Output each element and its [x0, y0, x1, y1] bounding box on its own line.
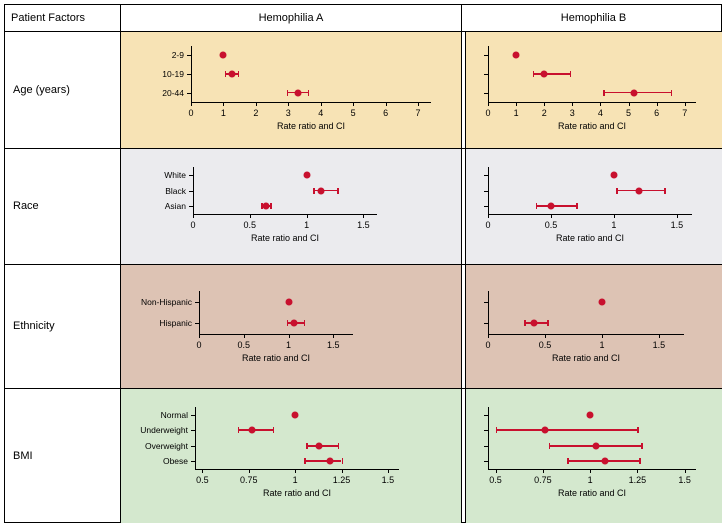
confidence-interval-cap — [641, 443, 642, 449]
x-axis-title: Rate ratio and CI — [551, 353, 621, 363]
plot-area — [466, 149, 722, 264]
chart-panel — [121, 389, 461, 523]
x-tick-label: 1.25 — [628, 475, 647, 485]
row-label-race: Race — [13, 200, 39, 212]
table-grid — [4, 4, 722, 523]
x-axis-title: Rate ratio and CI — [250, 233, 320, 243]
confidence-interval-cap — [547, 320, 548, 326]
x-tick — [289, 334, 290, 338]
y-tick — [484, 175, 488, 176]
estimate-marker — [541, 427, 548, 434]
y-tick — [195, 302, 199, 303]
y-tick — [484, 74, 488, 75]
confidence-interval-cap — [549, 443, 550, 449]
y-tick — [191, 430, 195, 431]
confidence-interval-cap — [337, 188, 338, 194]
estimate-marker — [587, 411, 594, 418]
x-tick — [677, 214, 678, 218]
y-tick — [484, 323, 488, 324]
y-axis-line — [488, 407, 489, 469]
x-tick — [637, 469, 638, 473]
x-tick-label: 1 — [292, 475, 298, 485]
plot-area — [121, 265, 461, 388]
x-tick — [295, 469, 296, 473]
y-tick — [484, 93, 488, 94]
y-tick — [191, 461, 195, 462]
x-tick-label: 6 — [654, 108, 660, 118]
category-label: Non-Hispanic — [140, 296, 192, 307]
x-tick — [249, 469, 250, 473]
x-tick — [543, 469, 544, 473]
header-patient-factors: Patient Factors — [11, 12, 85, 24]
estimate-marker — [290, 320, 297, 327]
x-tick-label: 1 — [286, 340, 292, 350]
x-tick-label: 0.75 — [534, 475, 552, 485]
x-tick-label: 0 — [196, 340, 202, 350]
x-tick — [488, 102, 489, 106]
confidence-interval-cap — [496, 427, 497, 433]
y-axis-line — [199, 291, 200, 334]
estimate-marker — [602, 458, 609, 465]
confidence-interval-cap — [313, 188, 314, 194]
y-axis-line — [488, 46, 489, 102]
confidence-interval-cap — [270, 203, 271, 209]
confidence-interval-line — [496, 429, 638, 431]
category-label: Normal — [160, 409, 188, 420]
x-tick-label: 1 — [513, 108, 519, 118]
chart-panel — [121, 32, 461, 148]
x-axis-line — [191, 102, 431, 103]
x-tick — [307, 214, 308, 218]
category-label: 2-9 — [171, 50, 184, 61]
x-tick-label: 1 — [611, 220, 617, 230]
chart-panel — [121, 149, 461, 264]
y-tick — [484, 55, 488, 56]
estimate-marker — [547, 203, 554, 210]
x-axis-title: Rate ratio and CI — [262, 488, 332, 498]
header-hemophilia-b: Hemophilia B — [560, 12, 627, 24]
x-tick — [388, 469, 389, 473]
confidence-interval-cap — [304, 320, 305, 326]
x-axis-line — [193, 214, 377, 215]
x-tick-label: 0.5 — [538, 340, 552, 350]
confidence-interval-cap — [238, 427, 239, 433]
confidence-interval-cap — [304, 458, 305, 464]
confidence-interval-cap — [639, 458, 640, 464]
x-tick — [223, 102, 224, 106]
confidence-interval-cap — [308, 90, 309, 96]
confidence-interval-cap — [664, 188, 665, 194]
row-label-bmi: BMI — [13, 449, 33, 462]
x-axis-line — [488, 469, 696, 470]
plot-area — [121, 389, 461, 523]
estimate-marker — [610, 171, 617, 178]
x-tick-label: 0.5 — [544, 220, 558, 230]
confidence-interval-line — [304, 460, 341, 462]
plot-area — [466, 265, 722, 388]
estimate-marker — [285, 298, 292, 305]
x-tick-label: 0 — [485, 340, 491, 350]
x-tick-label: 0 — [190, 220, 196, 230]
x-tick-label: 1.5 — [670, 220, 684, 230]
x-tick — [418, 102, 419, 106]
x-tick — [353, 102, 354, 106]
y-tick — [187, 74, 191, 75]
y-tick — [484, 415, 488, 416]
confidence-interval-cap — [287, 320, 288, 326]
y-axis-line — [191, 46, 192, 102]
category-label: 20-44 — [162, 87, 184, 98]
category-label: 10-19 — [162, 69, 184, 79]
x-tick-label: 1.5 — [381, 475, 395, 485]
category-label: Obese — [162, 456, 188, 467]
x-axis-line — [488, 334, 684, 335]
confidence-interval-cap — [238, 71, 239, 77]
y-tick — [484, 191, 488, 192]
estimate-marker — [295, 89, 302, 96]
x-tick-label: 1.5 — [357, 220, 370, 230]
x-tick-label: 0.5 — [196, 475, 209, 485]
confidence-interval-cap — [524, 320, 525, 326]
estimate-marker — [631, 89, 638, 96]
confidence-interval-cap — [603, 90, 604, 96]
y-axis-line — [488, 291, 489, 334]
x-tick-label: 4 — [318, 108, 324, 118]
estimate-marker — [513, 52, 520, 59]
row-label-ethnicity: Ethnicity — [13, 320, 55, 332]
x-tick-label: 7 — [682, 108, 688, 118]
x-tick — [333, 334, 334, 338]
estimate-marker — [327, 458, 334, 465]
x-tick — [659, 334, 660, 338]
x-tick — [600, 102, 601, 106]
x-tick — [363, 214, 364, 218]
x-tick — [191, 102, 192, 106]
y-tick — [189, 175, 193, 176]
confidence-interval-cap — [616, 188, 617, 194]
x-tick — [342, 469, 343, 473]
chart-panel — [466, 389, 722, 523]
x-tick — [572, 102, 573, 106]
y-tick — [187, 55, 191, 56]
category-label: Underweight — [140, 425, 188, 436]
x-tick — [551, 214, 552, 218]
x-axis-line — [199, 334, 353, 335]
estimate-marker — [303, 171, 310, 178]
confidence-interval-cap — [533, 71, 534, 77]
category-label: Hispanic — [159, 318, 192, 329]
x-tick-label: 1.5 — [327, 340, 340, 350]
y-tick — [484, 461, 488, 462]
x-tick-label: 2 — [541, 108, 547, 118]
y-tick — [187, 93, 191, 94]
confidence-interval-cap — [576, 203, 577, 209]
x-tick-label: 3 — [285, 108, 291, 118]
confidence-interval-cap — [225, 71, 226, 77]
x-tick — [544, 102, 545, 106]
x-tick-label: 1.25 — [332, 475, 351, 485]
x-tick — [545, 334, 546, 338]
confidence-interval-cap — [338, 443, 339, 449]
x-axis-line — [195, 469, 399, 470]
x-axis-title: Rate ratio and CI — [276, 121, 346, 131]
estimate-marker — [592, 442, 599, 449]
x-tick — [199, 334, 200, 338]
x-tick-label: 4 — [597, 108, 603, 118]
confidence-interval-line — [533, 73, 570, 75]
confidence-interval-cap — [342, 458, 343, 464]
x-axis-title: Rate ratio and CI — [241, 353, 311, 363]
x-axis-title: Rate ratio and CI — [555, 233, 625, 243]
estimate-marker — [318, 187, 325, 194]
column-separator — [461, 5, 462, 522]
x-tick-label: 3 — [569, 108, 575, 118]
y-tick — [191, 446, 195, 447]
confidence-interval-cap — [570, 71, 571, 77]
estimate-marker — [292, 411, 299, 418]
x-tick — [386, 102, 387, 106]
confidence-interval-cap — [536, 203, 537, 209]
estimate-marker — [636, 187, 643, 194]
x-tick — [321, 102, 322, 106]
y-tick — [484, 430, 488, 431]
plot-area — [121, 149, 461, 264]
y-tick — [484, 206, 488, 207]
x-tick-label: 1 — [220, 108, 226, 118]
x-axis-title: Rate ratio and CI — [557, 488, 627, 498]
x-tick — [250, 214, 251, 218]
x-axis-line — [488, 102, 696, 103]
x-tick-label: 5 — [350, 108, 356, 118]
x-tick-label: 0 — [485, 220, 491, 230]
x-tick-label: 6 — [383, 108, 389, 118]
estimate-marker — [220, 52, 227, 59]
x-tick-label: 0 — [188, 108, 194, 118]
x-tick-label: 7 — [415, 108, 421, 118]
x-tick-label: 1 — [304, 220, 310, 230]
confidence-interval-cap — [287, 90, 288, 96]
confidence-interval-cap — [567, 458, 568, 464]
x-tick-label: 2 — [253, 108, 259, 118]
x-tick — [256, 102, 257, 106]
x-tick — [629, 102, 630, 106]
x-tick — [244, 334, 245, 338]
x-tick-label: 0.5 — [237, 340, 251, 350]
estimate-marker — [249, 427, 256, 434]
x-tick-label: 5 — [626, 108, 632, 118]
y-tick — [484, 446, 488, 447]
category-label: Overweight — [145, 440, 188, 451]
x-tick — [488, 214, 489, 218]
y-tick — [189, 206, 193, 207]
x-tick — [288, 102, 289, 106]
y-tick — [189, 191, 193, 192]
x-tick-label: 0 — [485, 108, 491, 118]
y-axis-line — [488, 167, 489, 214]
category-label: White — [164, 169, 186, 180]
x-tick-label: 0.75 — [240, 475, 258, 485]
y-tick — [195, 323, 199, 324]
estimate-marker — [598, 298, 605, 305]
x-axis-line — [488, 214, 692, 215]
plot-area — [466, 32, 722, 148]
estimate-marker — [228, 71, 235, 78]
confidence-interval-cap — [637, 427, 638, 433]
x-tick — [202, 469, 203, 473]
estimate-marker — [541, 71, 548, 78]
row-label-age: Age (years) — [13, 83, 70, 96]
x-axis-title: Rate ratio and CI — [557, 121, 627, 131]
y-axis-line — [195, 407, 196, 469]
header-hemophilia-a: Hemophilia A — [258, 12, 324, 24]
category-label: Black — [165, 185, 186, 196]
x-tick — [685, 469, 686, 473]
x-tick — [488, 334, 489, 338]
estimate-marker — [316, 442, 323, 449]
chart-panel — [121, 265, 461, 388]
x-tick — [496, 469, 497, 473]
x-tick — [516, 102, 517, 106]
confidence-interval-cap — [671, 90, 672, 96]
confidence-interval-line — [536, 205, 576, 207]
estimate-marker — [262, 203, 269, 210]
x-tick — [657, 102, 658, 106]
y-tick — [191, 415, 195, 416]
x-tick-label: 1 — [587, 475, 593, 485]
x-tick-label: 1.5 — [652, 340, 666, 350]
x-tick — [614, 214, 615, 218]
y-axis-line — [193, 167, 194, 214]
chart-panel — [466, 265, 722, 388]
x-tick — [590, 469, 591, 473]
x-tick-label: 0.5 — [243, 220, 257, 230]
x-tick — [685, 102, 686, 106]
x-tick-label: 1 — [599, 340, 605, 350]
y-tick — [484, 302, 488, 303]
category-label: Asian — [164, 201, 186, 212]
confidence-interval-cap — [273, 427, 274, 433]
confidence-interval-cap — [306, 443, 307, 449]
plot-area — [121, 32, 461, 148]
x-tick — [193, 214, 194, 218]
estimate-marker — [530, 320, 537, 327]
chart-panel — [466, 32, 722, 148]
x-tick-label: 1.5 — [678, 475, 691, 485]
x-tick-label: 0.5 — [489, 475, 502, 485]
plot-area — [466, 389, 722, 523]
chart-panel — [466, 149, 722, 264]
x-tick — [602, 334, 603, 338]
